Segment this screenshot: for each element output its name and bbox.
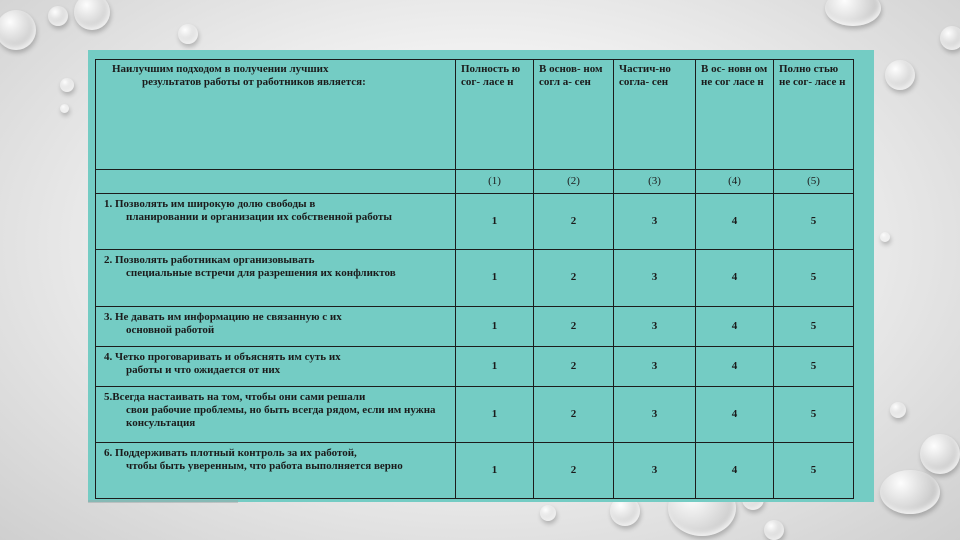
rating-cell: 3 xyxy=(614,250,696,306)
column-number: (3) xyxy=(614,170,696,194)
rating-cell: 4 xyxy=(696,386,774,442)
water-drop-decoration xyxy=(890,402,906,418)
water-drop-decoration xyxy=(880,232,890,242)
statement-row xyxy=(96,250,854,306)
rating-cell: 1 xyxy=(456,194,534,250)
column-header-partly-agree: Частич-но согла- сен xyxy=(614,60,696,170)
rating-cell: 5 xyxy=(774,306,854,346)
statement-text: 2. Позволять работникам организовывать специальные встречи для разрешения их конфликтов xyxy=(96,250,456,306)
rating-cell: 3 xyxy=(614,442,696,498)
survey-table xyxy=(95,59,854,499)
column-number: (5) xyxy=(774,170,854,194)
rating-cell: 3 xyxy=(614,346,696,386)
statement-row xyxy=(96,194,854,250)
rating-cell: 5 xyxy=(774,250,854,306)
rating-cell: 1 xyxy=(456,250,534,306)
rating-cell: 4 xyxy=(696,442,774,498)
survey-slide xyxy=(88,50,874,502)
statement-row xyxy=(96,442,854,498)
statement-row xyxy=(96,346,854,386)
rating-cell: 3 xyxy=(614,306,696,346)
header-row xyxy=(96,60,854,170)
rating-cell: 2 xyxy=(534,346,614,386)
rating-cell: 5 xyxy=(774,386,854,442)
rating-cell: 1 xyxy=(456,346,534,386)
water-drop-decoration xyxy=(178,24,198,44)
water-drop-decoration xyxy=(0,10,36,50)
rating-cell: 2 xyxy=(534,194,614,250)
decorative-strip xyxy=(88,500,238,503)
water-drop-decoration xyxy=(48,6,68,26)
column-number: (2) xyxy=(534,170,614,194)
column-header-mostly-disagree: В ос- новн ом не сог ласе н xyxy=(696,60,774,170)
water-drop-decoration xyxy=(880,470,940,514)
rating-cell: 5 xyxy=(774,194,854,250)
column-header-fully-agree: Полность ю сог- ласе н xyxy=(456,60,534,170)
rating-cell: 3 xyxy=(614,194,696,250)
column-number: (1) xyxy=(456,170,534,194)
water-drop-decoration xyxy=(764,520,784,540)
statement-text: 1. Позволять им широкую долю свободы в планировании и организации их собственной работы xyxy=(96,194,456,250)
water-drop-decoration xyxy=(74,0,110,30)
water-drop-decoration xyxy=(825,0,881,26)
statement-row xyxy=(96,386,854,442)
water-drop-decoration xyxy=(60,104,69,113)
rating-cell: 4 xyxy=(696,346,774,386)
header-question: Наилучшим подходом в получении лучших результатов работы от работников является: xyxy=(96,60,456,170)
column-header-mostly-agree: В основ- ном согл а- сен xyxy=(534,60,614,170)
rating-cell: 2 xyxy=(534,386,614,442)
rating-cell: 1 xyxy=(456,442,534,498)
rating-cell: 3 xyxy=(614,386,696,442)
water-drop-decoration xyxy=(60,78,74,92)
rating-cell: 2 xyxy=(534,442,614,498)
rating-cell: 5 xyxy=(774,442,854,498)
column-number-row xyxy=(96,170,854,194)
rating-cell: 4 xyxy=(696,194,774,250)
rating-cell: 4 xyxy=(696,306,774,346)
water-drop-decoration xyxy=(940,26,960,50)
statement-text: 3. Не давать им информацию не связанную с их основной работой xyxy=(96,306,456,346)
rating-cell: 1 xyxy=(456,386,534,442)
statement-text: 6. Поддерживать плотный контроль за их работой, чтобы быть уверенным, что работа выполняется верно xyxy=(96,442,456,498)
statement-row xyxy=(96,306,854,346)
water-drop-decoration xyxy=(885,60,915,90)
column-number: (4) xyxy=(696,170,774,194)
water-drop-decoration xyxy=(920,434,960,474)
statement-text: 4. Четко проговаривать и объяснять им суть их работы и что ожидается от них xyxy=(96,346,456,386)
rating-cell: 5 xyxy=(774,346,854,386)
rating-cell: 1 xyxy=(456,306,534,346)
rating-cell: 2 xyxy=(534,306,614,346)
rating-cell: 2 xyxy=(534,250,614,306)
empty-cell xyxy=(96,170,456,194)
rating-cell: 4 xyxy=(696,250,774,306)
statement-text: 5.Всегда настаивать на том, чтобы они сами решали свои рабочие проблемы, но быть всегда рядом, если им нужна консультация xyxy=(96,386,456,442)
column-header-fully-disagree: Полно стью не сог- ласе н xyxy=(774,60,854,170)
water-drop-decoration xyxy=(540,505,556,521)
